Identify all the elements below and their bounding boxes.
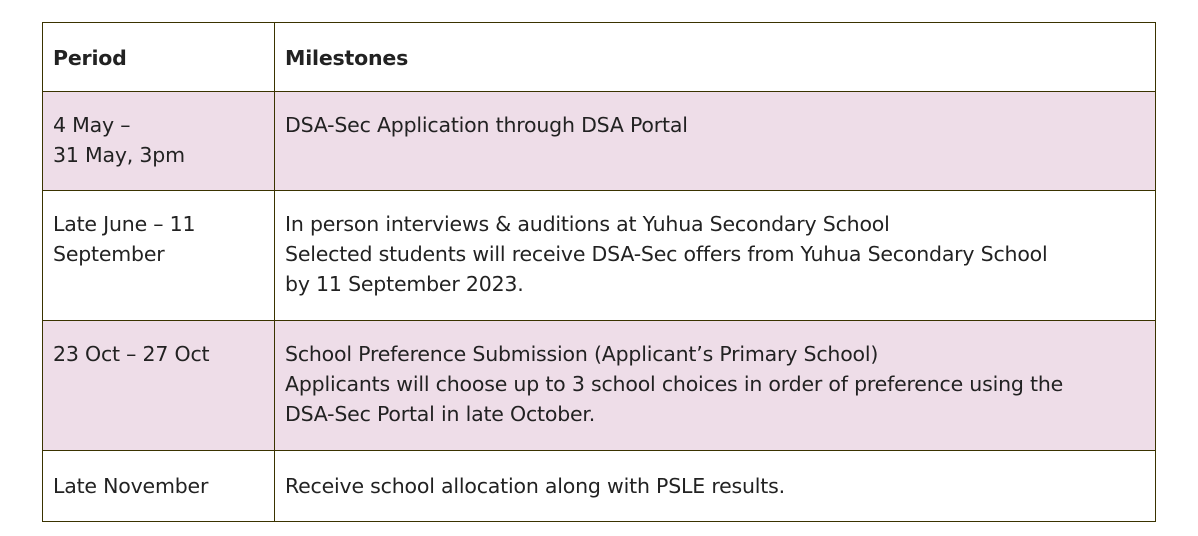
- table-row: [43, 451, 1156, 522]
- period-cell: [43, 191, 275, 321]
- period-line: September: [53, 242, 165, 266]
- table-row: [43, 191, 1156, 321]
- milestone-line: DSA-Sec Application through DSA Portal: [285, 113, 688, 137]
- period-line: Late June – 11: [53, 212, 196, 236]
- period-line: Late November: [53, 474, 209, 498]
- milestone-line: Selected students will receive DSA-Sec offers from Yuhua Secondary School: [285, 242, 1048, 266]
- period-line: 4 May –: [53, 113, 131, 137]
- table-row: [43, 321, 1156, 451]
- period-line: 31 May, 3pm: [53, 143, 185, 167]
- table-header-row: [43, 23, 1156, 92]
- period-cell: [43, 451, 275, 522]
- milestone-cell: [275, 451, 1156, 522]
- milestone-line: by 11 September 2023.: [285, 272, 524, 296]
- milestone-line: In person interviews & auditions at Yuhua Secondary School: [285, 212, 890, 236]
- milestone-line: Receive school allocation along with PSLE results.: [285, 474, 785, 498]
- table-row: [43, 92, 1156, 191]
- milestone-line: Applicants will choose up to 3 school choices in order of preference using the: [285, 372, 1064, 396]
- milestones-table: [42, 22, 1156, 522]
- period-cell: [43, 92, 275, 191]
- period-line: 23 Oct – 27 Oct: [53, 342, 210, 366]
- header-milestones: Milestones: [275, 23, 1156, 92]
- milestone-cell: [275, 92, 1156, 191]
- milestone-line: DSA-Sec Portal in late October.: [285, 402, 596, 426]
- milestone-line: School Preference Submission (Applicant’s Primary School): [285, 342, 879, 366]
- header-period: Period: [43, 23, 275, 92]
- milestone-cell: [275, 191, 1156, 321]
- period-cell: [43, 321, 275, 451]
- milestone-cell: [275, 321, 1156, 451]
